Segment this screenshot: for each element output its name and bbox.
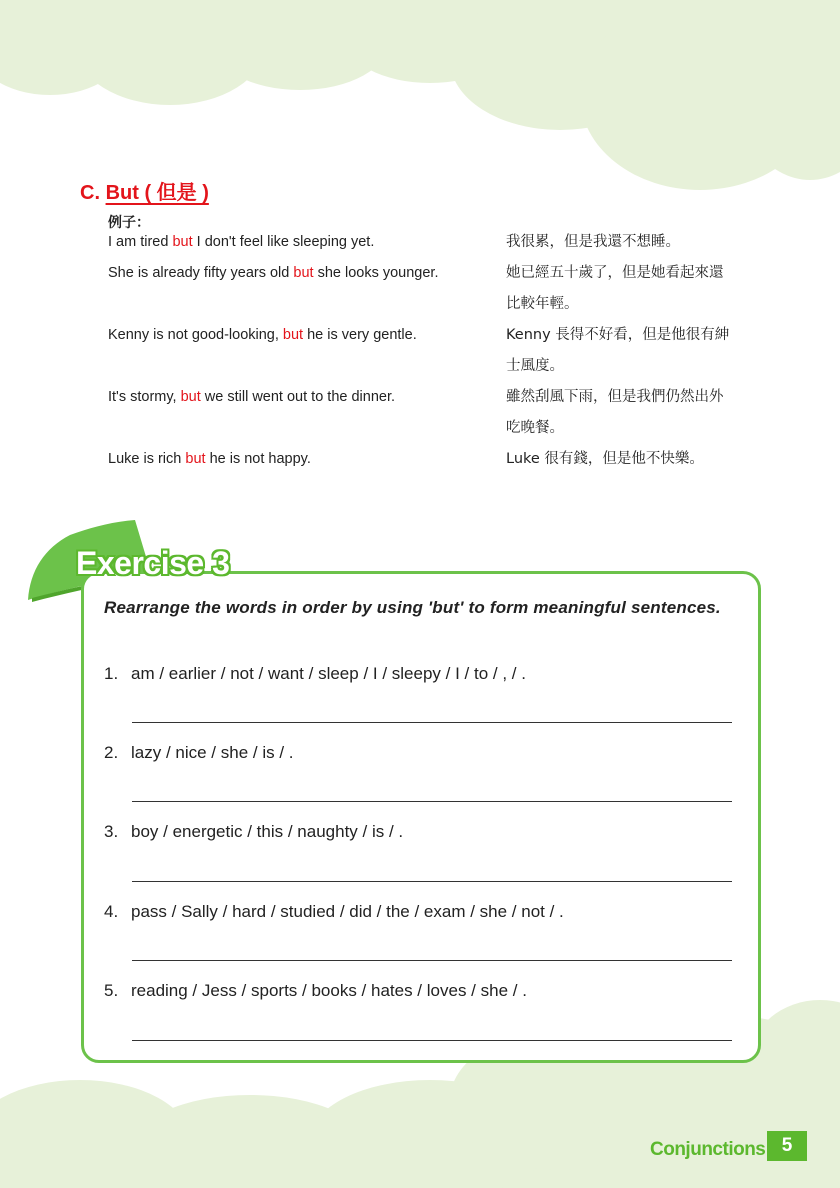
example-zh-1: 我很累，但是我還不想睡。 — [506, 234, 680, 250]
page-number: 5 — [767, 1131, 807, 1161]
answer-line-3[interactable] — [132, 867, 732, 882]
section-title-text: But ( 但是 ) — [105, 182, 209, 204]
example-en-1: I am tired but I don't feel like sleeping yet. — [108, 234, 375, 250]
example-zh-5: Luke 很有錢，但是他不快樂。 — [506, 451, 704, 467]
section-letter: C. — [80, 182, 100, 204]
example-en-3: Kenny is not good-looking, but he is very gentle. — [108, 327, 417, 343]
example-zh-3: Kenny 長得不好看，但是他很有紳士風度。 — [506, 327, 730, 374]
answer-line-1[interactable] — [132, 708, 732, 723]
answer-line-4[interactable] — [132, 946, 732, 961]
footer-chapter-label: Conjunctions — [650, 1139, 766, 1160]
example-en-4: It's stormy, but we still went out to the dinner. — [108, 389, 396, 405]
question-1: 1. am / earlier / not / want / sleep / I / sleepy / I / to / , / . — [104, 664, 526, 683]
question-3: 3. boy / energetic / this / naughty / is / . — [104, 822, 404, 841]
answer-line-5[interactable] — [132, 1026, 732, 1041]
examples-label: 例子： — [108, 215, 150, 231]
example-zh-4: 雖然刮風下雨，但是我們仍然出外吃晚餐。 — [506, 389, 724, 436]
question-4: 4. pass / Sally / hard / studied / did / the / exam / she / not / . — [104, 902, 564, 921]
example-zh-2: 她已經五十歲了，但是她看起來還比較年輕。 — [506, 265, 724, 312]
question-2: 2. lazy / nice / she / is / . — [104, 743, 294, 762]
answer-line-2[interactable] — [132, 787, 732, 802]
exercise-title: Exercise 3 — [76, 545, 230, 581]
example-en-5: Luke is rich but he is not happy. — [108, 451, 311, 467]
question-5: 5. reading / Jess / sports / books / hates / loves / she / . — [104, 981, 527, 1000]
example-en-2: She is already fifty years old but she looks younger. — [108, 265, 439, 281]
section-title — [80, 176, 209, 205]
exercise-instruction: Rearrange the words in order by using 'but' to form meaningful sentences. — [104, 598, 721, 617]
